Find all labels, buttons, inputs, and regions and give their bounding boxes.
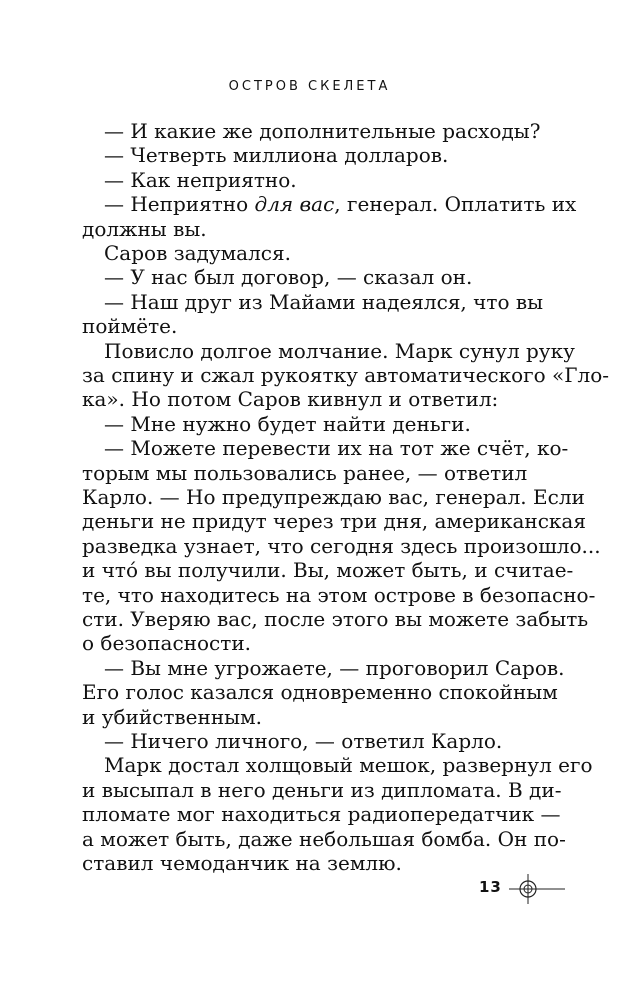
- text-line: сти. Уверяю вас, после этого вы можете забыть: [82, 607, 589, 631]
- text-line: и что́ вы получили. Вы, может быть, и считае-: [82, 558, 574, 582]
- crosshair-icon: [509, 874, 565, 904]
- text-line: а может быть, даже небольшая бомба. Он по-: [82, 827, 566, 851]
- text-line: Марк достал холщовый мешок, развернул его: [104, 753, 593, 777]
- text-line: ка». Но потом Саров кивнул и ответил:: [82, 387, 499, 411]
- text-line: Повисло долгое молчание. Марк сунул руку: [104, 339, 575, 363]
- text-line: — И какие же дополнительные расходы?: [104, 119, 541, 143]
- text-line: и высыпал в него деньги из дипломата. В ди-: [82, 778, 562, 802]
- text-line: — Можете перевести их на тот же счёт, ко-: [104, 436, 569, 460]
- text-line: поймёте.: [82, 314, 178, 338]
- text-line: ставил чемоданчик на землю.: [82, 851, 402, 875]
- running-head-title: ОСТРОВ СКЕЛЕТА: [228, 79, 391, 94]
- text-line: — Вы мне угрожаете, — проговорил Саров.: [104, 656, 565, 680]
- text-line: — Мне нужно будет найти деньги.: [104, 412, 471, 436]
- text-line: Саров задумался.: [104, 241, 291, 265]
- text-line: Его голос казался одновременно спокойным: [82, 680, 558, 704]
- text-line: деньги не придут через три дня, американская: [82, 509, 586, 533]
- text-line: пломате мог находиться радиопередатчик —: [82, 802, 561, 826]
- text-line: — Как неприятно.: [104, 168, 297, 192]
- text-line: торым мы пользовались ранее, — ответил: [82, 461, 528, 485]
- text-line: и убийственным.: [82, 705, 263, 729]
- page-footer: [0, 874, 619, 904]
- text-line: Карло. — Но предупреждаю вас, генерал. Если: [82, 485, 585, 509]
- text-line: о безопасности.: [82, 631, 252, 655]
- text-line: — Неприятно для вас, генерал. Оплатить их: [104, 192, 577, 216]
- text-line: должны вы.: [82, 217, 207, 241]
- text-line: разведка узнает, что сегодня здесь произошло...: [82, 534, 601, 558]
- page-number: 13: [479, 878, 502, 896]
- text-line: — Наш друг из Майами надеялся, что вы: [104, 290, 544, 314]
- text-line: — Ничего личного, — ответил Карло.: [104, 729, 503, 753]
- text-line: — Четверть миллиона долларов.: [104, 143, 449, 167]
- text-line: — У нас был договор, — сказал он.: [104, 265, 473, 289]
- text-line: те, что находитесь на этом острове в безопасно-: [82, 583, 596, 607]
- text-line: за спину и сжал рукоятку автоматического «Гло-: [82, 363, 610, 387]
